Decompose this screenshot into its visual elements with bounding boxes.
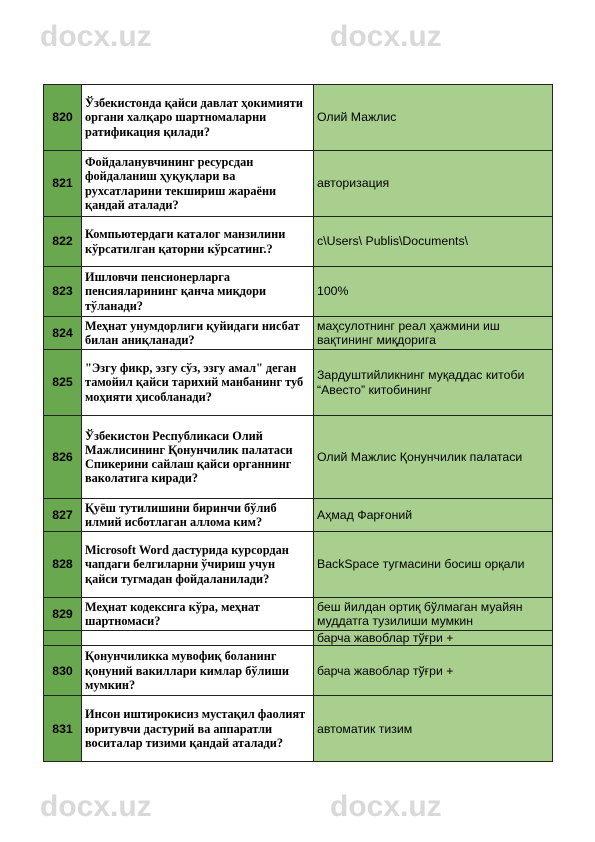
question-text: Инсон иштирокисиз мустақил фаолият юритувчи дастурий ва аппаратли воситалар тизими қандай аталади? <box>82 696 314 762</box>
answer-text: Олий Мажлис <box>314 85 553 151</box>
question-number: 824 <box>44 317 82 350</box>
answer-text: Олий Мажлис Қонунчилик палатаси <box>314 416 553 499</box>
watermark: docx.uz <box>40 790 152 823</box>
table-row <box>44 499 553 532</box>
question-number: 820 <box>44 85 82 151</box>
answer-text: барча жавоблар тўғри + <box>314 631 553 646</box>
watermark: docx.uz <box>330 20 442 53</box>
question-text: Меҳнат кодексига кўра, меҳнат шартномаси? <box>82 598 314 631</box>
answer-text: авторизация <box>314 151 553 217</box>
question-text: Ўзбекистон Республикаси Олий Мажлисининг Қонунчилик палатаси Спикерини сайлаш қайси органнинг ваколатига киради? <box>82 416 314 499</box>
watermark: docx.uz <box>40 20 152 53</box>
question-text: Қонунчиликка мувофиқ боланинг қонуний вакиллари кимлар бўлиши мумкин? <box>82 646 314 696</box>
question-number: 823 <box>44 267 82 317</box>
question-text <box>82 631 314 646</box>
table-row <box>44 631 553 646</box>
question-text: Microsoft Word дастурида курсордан чапдаги белгиларни ўчириш учун қайси тугмадан фойдаланилади? <box>82 532 314 598</box>
answer-text: Аҳмад Фарғоний <box>314 499 553 532</box>
answer-text: беш йилдан ортиқ бўлмаган муайян муддатга тузилиши мумкин <box>314 598 553 631</box>
question-text: Фойдаланувчининг ресурсдан фойдаланиш ҳуқуқлари ва рухсатларини текшириш жараёни қандай аталади? <box>82 151 314 217</box>
answer-text: c\Users\ Publis\Documents\ <box>314 217 553 267</box>
question-number: 827 <box>44 499 82 532</box>
question-text: "Эзгу фикр, эзгу сўз, эзгу амал" деган тамойил қайси тарихий манбанинг туб моҳияти ҳисобланади? <box>82 350 314 416</box>
question-number: 828 <box>44 532 82 598</box>
table-row <box>44 317 553 350</box>
table-row <box>44 532 553 598</box>
watermark: docx.uz <box>330 790 442 823</box>
table-row <box>44 217 553 267</box>
question-number: 831 <box>44 696 82 762</box>
table-row <box>44 598 553 631</box>
table-row <box>44 416 553 499</box>
table-row <box>44 350 553 416</box>
question-text: Ўзбекистонда қайси давлат ҳокимияти органи халқаро шартномаларни ратификация қилади? <box>82 85 314 151</box>
question-number: 821 <box>44 151 82 217</box>
question-text: Қуёш тутилишини биринчи бўлиб илмий исботлаган аллома ким? <box>82 499 314 532</box>
table-row <box>44 85 553 151</box>
question-text: Меҳнат унумдорлиги қуйидаги нисбат билан аниқланади? <box>82 317 314 350</box>
table-row <box>44 267 553 317</box>
question-number: 825 <box>44 350 82 416</box>
question-number <box>44 631 82 646</box>
question-number: 830 <box>44 646 82 696</box>
answer-text: маҳсулотнинг реал ҳажмини иш вақтининг миқдорига <box>314 317 553 350</box>
questions-table <box>43 84 553 762</box>
question-number: 826 <box>44 416 82 499</box>
table-row <box>44 646 553 696</box>
answer-text: автоматик тизим <box>314 696 553 762</box>
answer-text: Зардуштийликнинг муқаддас китоби “Авесто” китобининг <box>314 350 553 416</box>
table-row <box>44 151 553 217</box>
question-number: 822 <box>44 217 82 267</box>
answer-text: BackSpace тугмасини босиш орқали <box>314 532 553 598</box>
question-text: Компьютердаги каталог манзилини кўрсатилган қаторни кўрсатинг.? <box>82 217 314 267</box>
question-text: Ишловчи пенсионерларга пенсияларининг қанча миқдори тўланади? <box>82 267 314 317</box>
question-number: 829 <box>44 598 82 631</box>
table-row <box>44 696 553 762</box>
answer-text: 100% <box>314 267 553 317</box>
answer-text: барча жавоблар тўғри + <box>314 646 553 696</box>
